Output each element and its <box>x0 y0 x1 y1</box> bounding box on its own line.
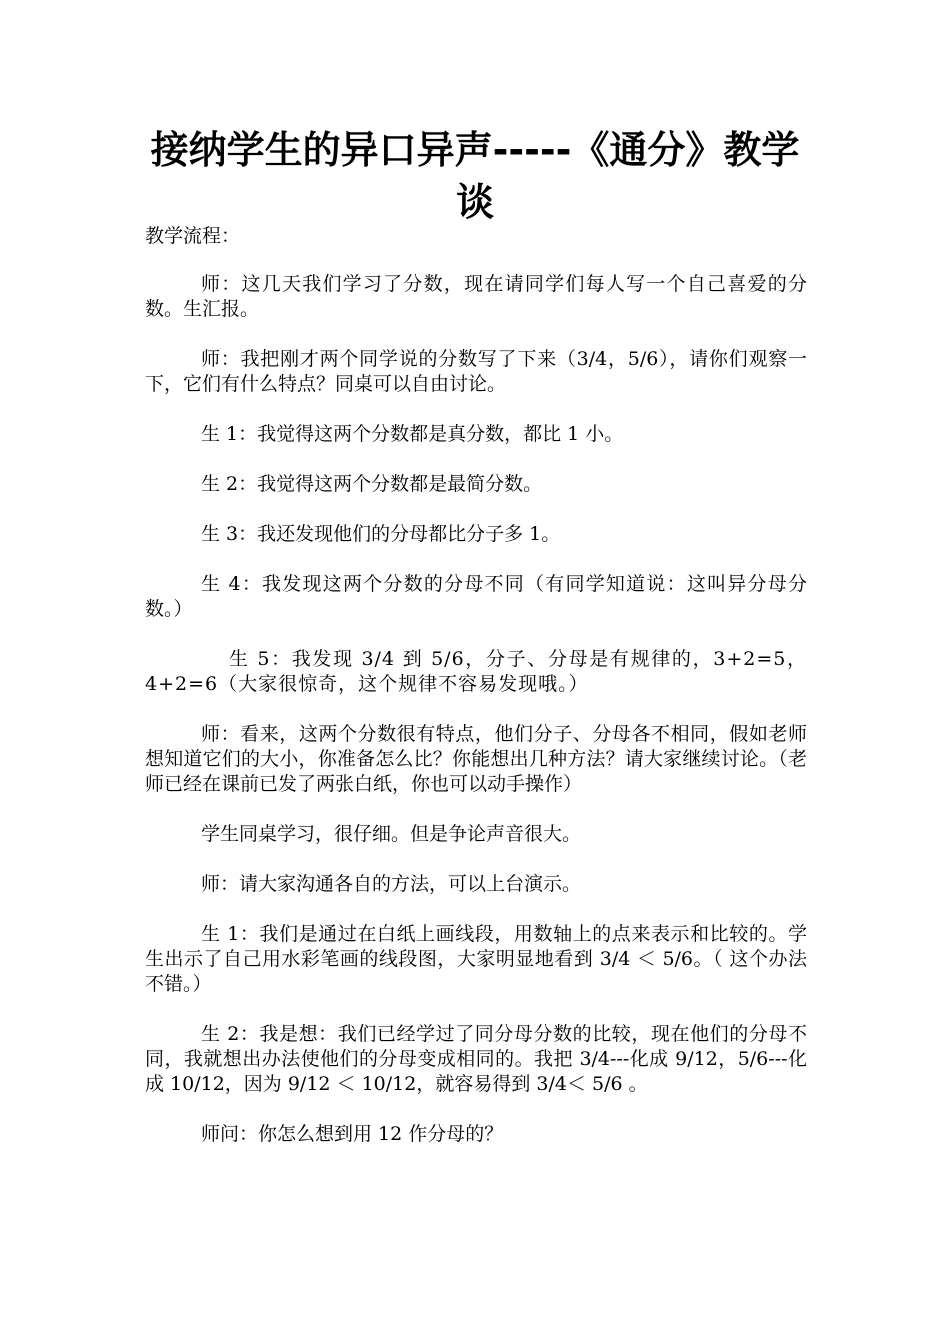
paragraph: 生 2：我是想：我们已经学过了同分母分数的比较，现在他们的分母不同，我就想出办法使他们的分母变成相同的。我把 3/4---化成 9/12，5/6---化成 10/12，因为 9/12 ＜ 10/12，就容易得到 3/4＜ 5/6 。 <box>145 1023 807 1095</box>
paragraph: 师：请大家沟通各自的方法，可以上台演示。 <box>201 873 582 895</box>
paragraph: 师：看来，这两个分数很有特点，他们分子、分母各不相同，假如老师想知道它们的大小，你准备怎么比？你能想出几种方法？请大家继续讨论。（老师已经在课前已发了两张白纸，你也可以动手操作） <box>145 723 807 795</box>
paragraph: 生 2：我觉得这两个分数都是最简分数。 <box>201 473 543 495</box>
section-label: 教学流程： <box>145 225 241 247</box>
document-body <box>145 224 807 1172</box>
paragraph: 生 1：我觉得这两个分数都是真分数，都比 1 小。 <box>201 423 624 445</box>
paragraph: 生 3：我还发现他们的分母都比分子多 1。 <box>201 523 561 545</box>
document-title: 接纳学生的异口异声-----《通分》教学谈 <box>150 128 800 224</box>
paragraph: 师：我把刚才两个同学说的分数写了下来（3/4，5/6），请你们观察一下，它们有什么特点？同桌可以自由讨论。 <box>145 348 807 395</box>
paragraph: 生 1：我们是通过在白纸上画线段，用数轴上的点来表示和比较的。学生出示了自己用水彩笔画的线段图，大家明显地看到 3/4 ＜ 5/6。（ 这个办法不错。） <box>145 923 807 995</box>
paragraph: 生 5：我发现 3/4 到 5/6，分子、分母是有规律的，3+2=5，4+2=6（大家很惊奇，这个规律不容易发现哦。） <box>145 648 807 695</box>
paragraph: 师问：你怎么想到用 12 作分母的？ <box>201 1123 504 1145</box>
paragraph: 生 4：我发现这两个分数的分母不同（有同学知道说：这叫异分母分数。） <box>145 573 807 620</box>
paragraph: 师：这几天我们学习了分数，现在请同学们每人写一个自己喜爱的分数。生汇报。 <box>145 273 807 320</box>
paragraph: 学生同桌学习，很仔细。但是争论声音很大。 <box>201 823 582 845</box>
